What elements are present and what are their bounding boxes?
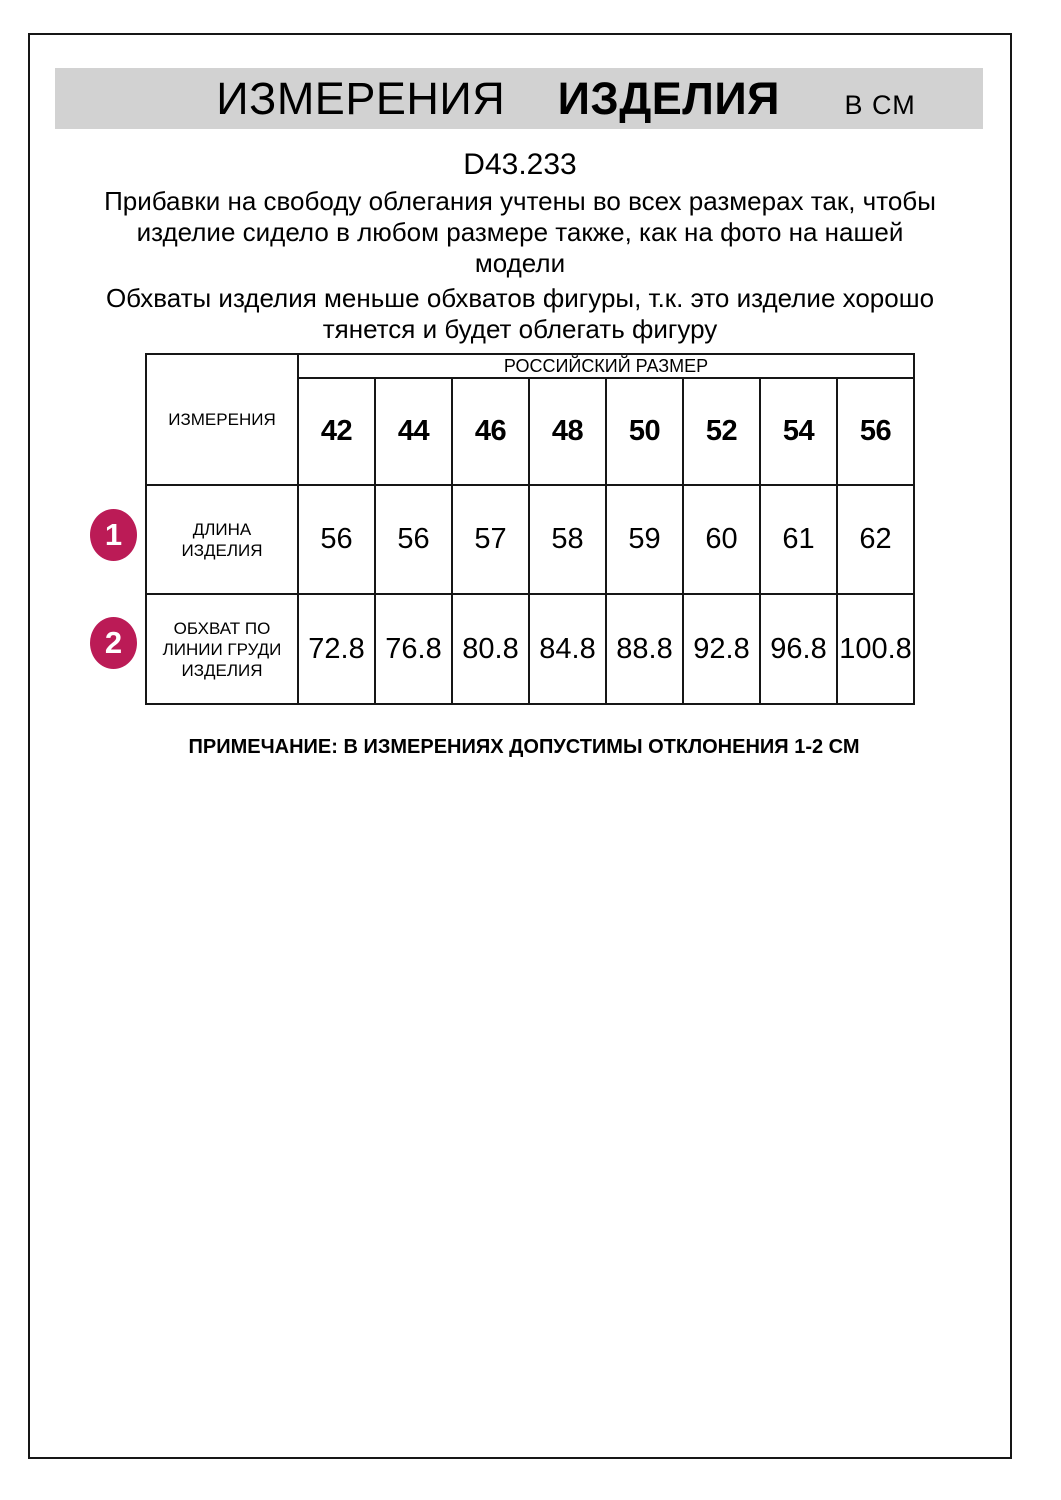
row-label-line: ОБХВАТ ПО xyxy=(173,618,271,638)
row-number-badge: 2 xyxy=(90,617,137,669)
value-cell: 62 xyxy=(837,485,914,594)
table-row-group-header xyxy=(146,354,914,378)
size-header-cell: 48 xyxy=(529,378,606,485)
table-row-chest xyxy=(146,594,914,704)
intro-line: Обхваты изделия меньше обхватов фигуры, т.к. это изделие хорошо xyxy=(105,283,935,313)
size-header-cell: 46 xyxy=(452,378,529,485)
value-cell: 61 xyxy=(760,485,837,594)
note-text: ПРИМЕЧАНИЕ: В ИЗМЕРЕНИЯХ ДОПУСТИМЫ ОТКЛОНЕНИЯ 1-2 СМ xyxy=(188,736,860,758)
value-cell: 60 xyxy=(683,485,760,594)
row-label-length xyxy=(146,485,298,594)
title-units: В СМ xyxy=(844,90,916,120)
table-row-length xyxy=(146,485,914,594)
size-table xyxy=(145,353,915,705)
intro-text xyxy=(28,186,1012,345)
model-code: D43.233 xyxy=(463,148,577,181)
row-label-line: ИЗДЕЛИЯ xyxy=(181,540,263,560)
group-header-cell: РОССИЙСКИЙ РАЗМЕР xyxy=(298,354,914,378)
row-label-line: ИЗДЕЛИЯ xyxy=(181,660,263,680)
intro-paragraph-1 xyxy=(28,186,1012,279)
value-cell: 57 xyxy=(452,485,529,594)
value-cell: 84.8 xyxy=(529,594,606,704)
size-header-cell: 56 xyxy=(837,378,914,485)
corner-label-cell: ИЗМЕРЕНИЯ xyxy=(146,354,298,485)
row-number-badge: 1 xyxy=(90,509,137,561)
row-label-line: ЛИНИИ ГРУДИ xyxy=(162,639,282,659)
value-cell: 100.8 xyxy=(837,594,914,704)
row-label-line: ДЛИНА xyxy=(192,519,252,539)
intro-line: тянется и будет облегать фигуру xyxy=(322,314,718,344)
intro-line: изделие сидело в любом размере также, как на фото на нашей xyxy=(136,217,904,247)
title-text-group xyxy=(216,68,915,140)
title-measurements: ИЗМЕРЕНИЯ xyxy=(216,73,506,124)
size-header-cell: 44 xyxy=(375,378,452,485)
value-cell: 59 xyxy=(606,485,683,594)
value-cell: 92.8 xyxy=(683,594,760,704)
value-cell: 76.8 xyxy=(375,594,452,704)
row-label-chest xyxy=(146,594,298,704)
value-cell: 80.8 xyxy=(452,594,529,704)
value-cell: 96.8 xyxy=(760,594,837,704)
size-header-cell: 50 xyxy=(606,378,683,485)
value-cell: 56 xyxy=(298,485,375,594)
intro-paragraph-2 xyxy=(28,283,1012,345)
intro-line: Прибавки на свободу облегания учтены во всех размерах так, чтобы xyxy=(104,186,936,216)
title-bar xyxy=(55,68,983,129)
title-product: ИЗДЕЛИЯ xyxy=(557,73,781,124)
size-header-cell: 54 xyxy=(760,378,837,485)
intro-line: модели xyxy=(474,248,566,278)
value-cell: 72.8 xyxy=(298,594,375,704)
size-header-cell: 52 xyxy=(683,378,760,485)
value-cell: 58 xyxy=(529,485,606,594)
value-cell: 88.8 xyxy=(606,594,683,704)
value-cell: 56 xyxy=(375,485,452,594)
size-header-cell: 42 xyxy=(298,378,375,485)
